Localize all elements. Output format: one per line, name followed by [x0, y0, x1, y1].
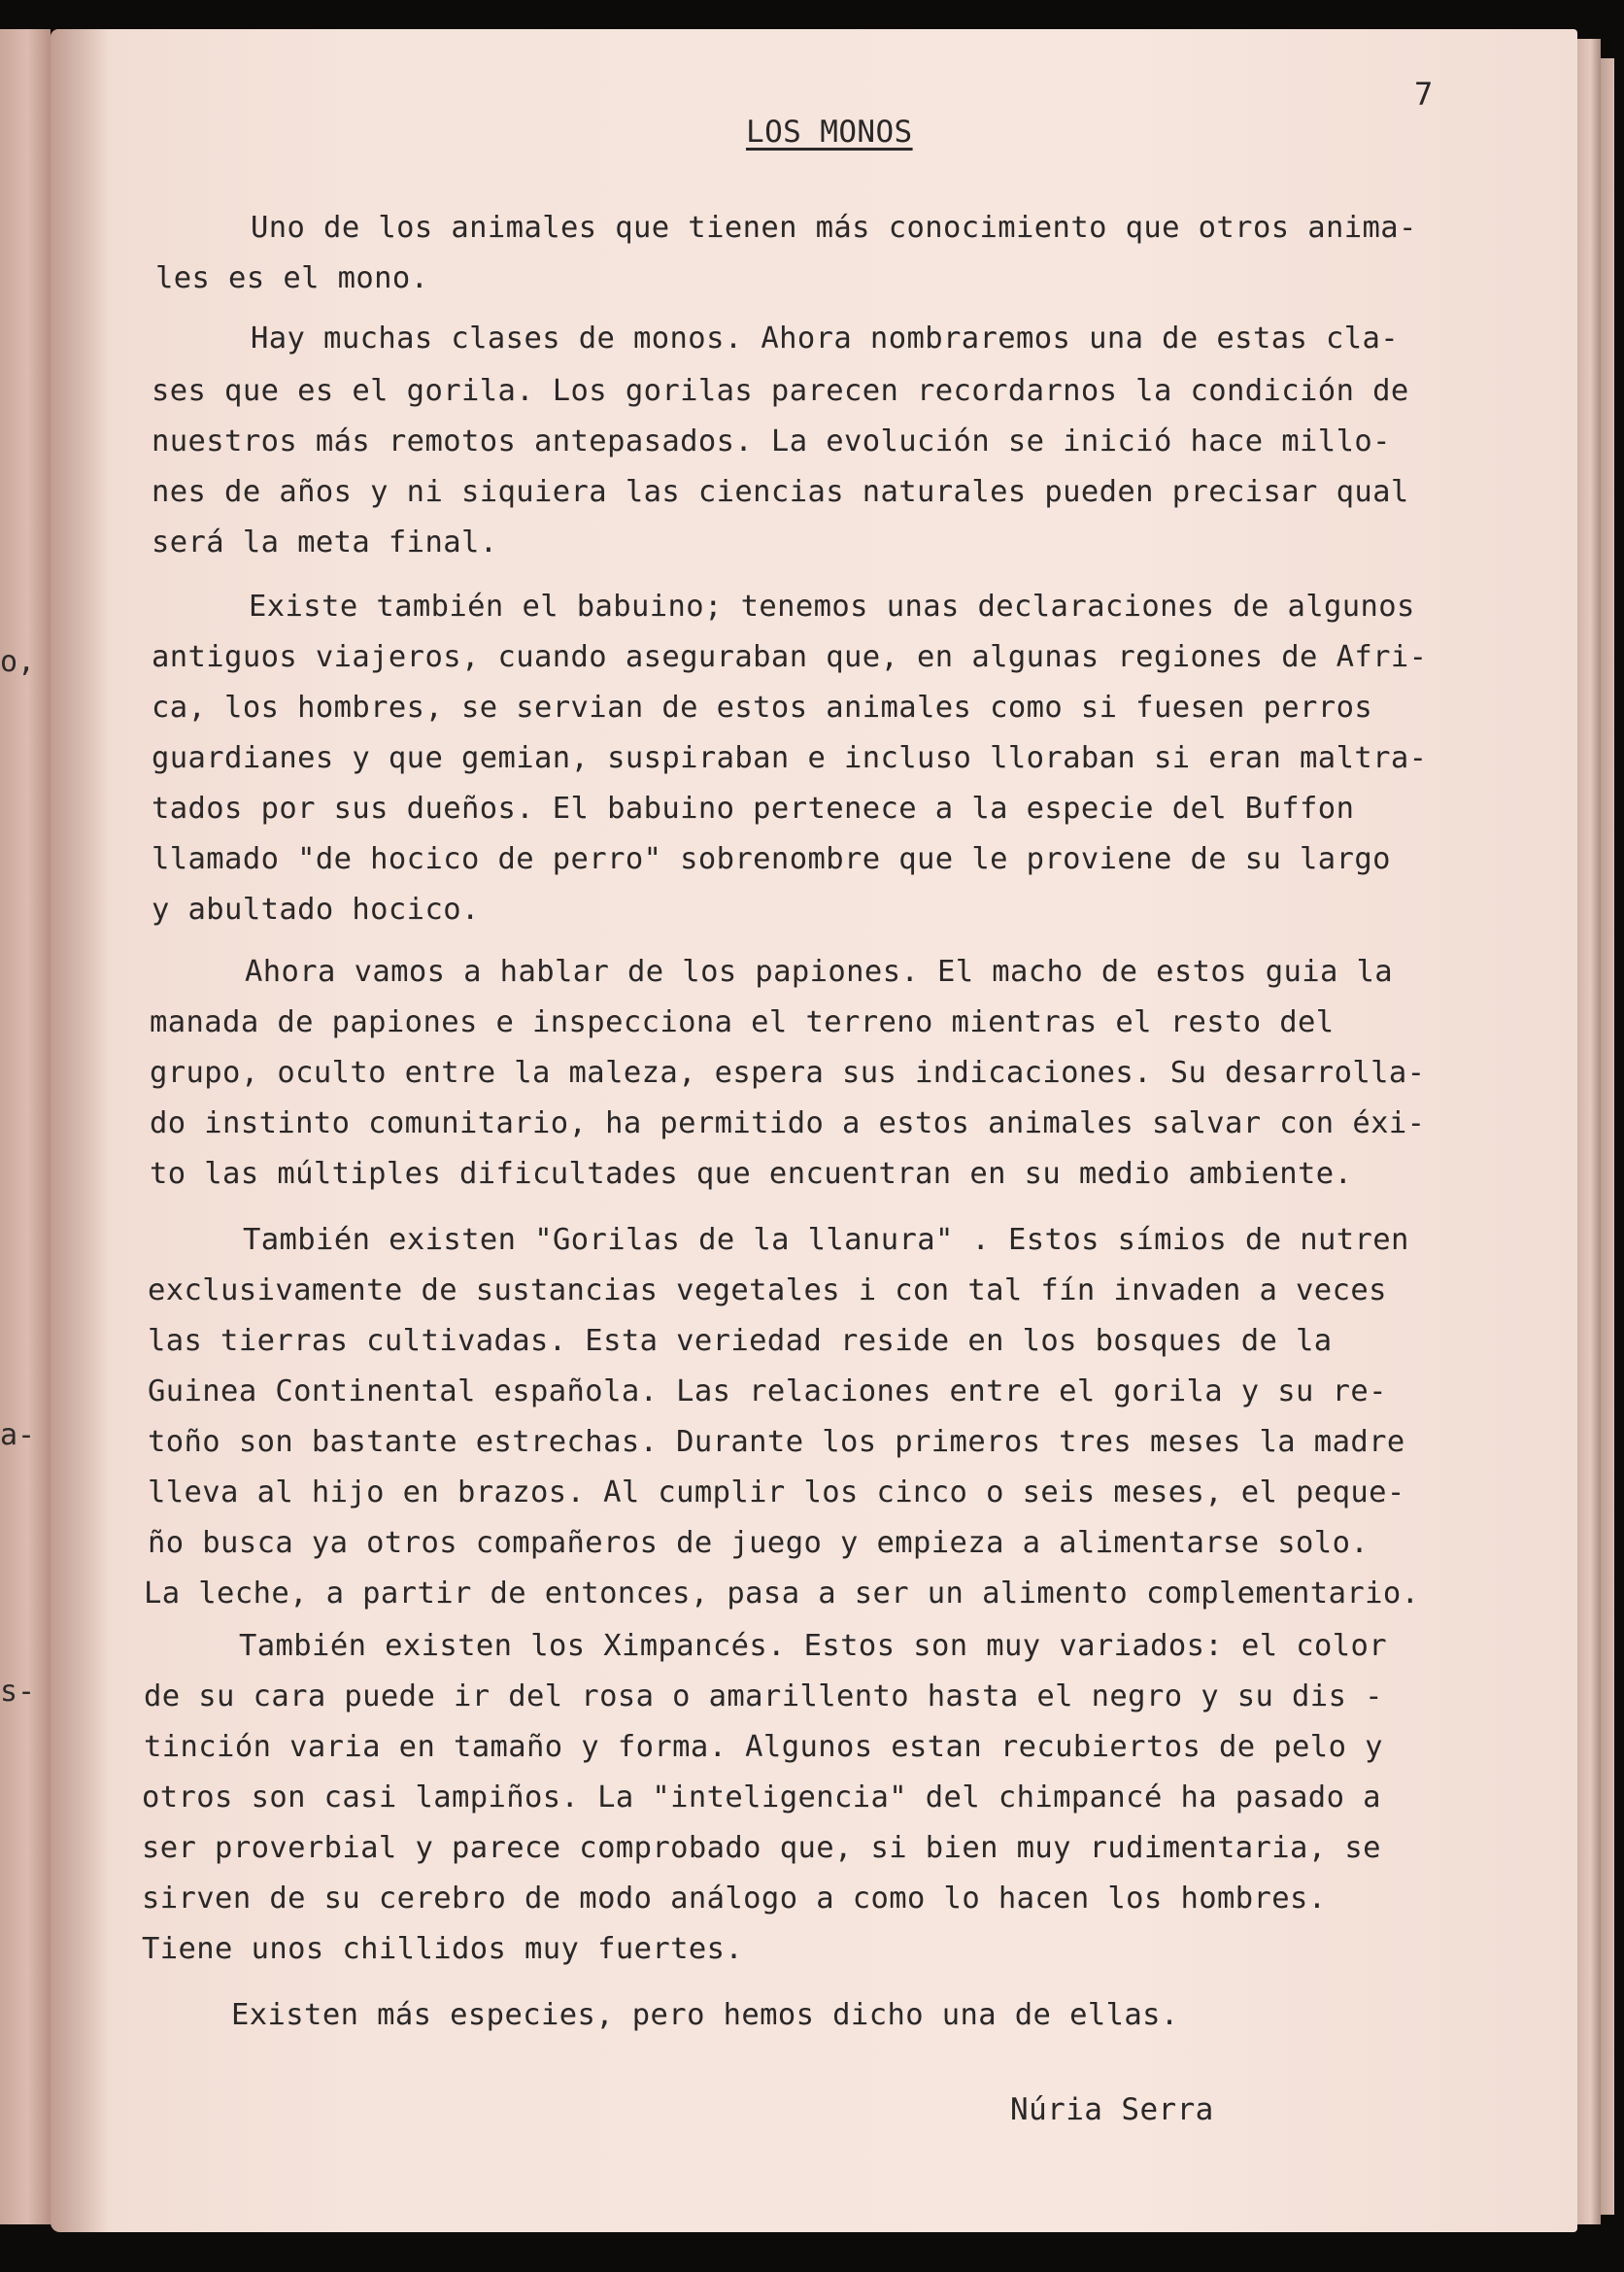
text-line: sirven de su cerebro de modo análogo a como lo hacen los hombres.: [142, 1882, 1327, 1916]
margin-fragment: o,: [0, 645, 36, 679]
previous-page-edge: [0, 29, 51, 2224]
text-line: tinción varia en tamaño y forma. Algunos estan recubiertos de pelo y: [144, 1730, 1383, 1764]
text-line: ca, los hombres, se servian de estos animales como si fuesen perros: [152, 691, 1373, 725]
text-line: Hay muchas clases de monos. Ahora nombraremos una de estas cla-: [251, 322, 1400, 356]
text-line: será la meta final.: [152, 526, 498, 560]
page-title: LOS MONOS: [746, 115, 913, 150]
text-line: antiguos viajeros, cuando aseguraban que, en algunas regiones de Afri-: [152, 640, 1428, 674]
text-line: les es el mono.: [155, 261, 429, 295]
text-line: También existen "Gorilas de la llanura" . Estos símios de nutren: [243, 1223, 1409, 1257]
body-text: [51, 29, 1577, 2232]
text-line: La leche, a partir de entonces, pasa a ser un alimento complementario.: [144, 1577, 1420, 1611]
margin-fragment: a-: [0, 1418, 36, 1452]
text-line: Uno de los animales que tienen más conocimiento que otros anima-: [251, 211, 1417, 245]
text-line: Existen más especies, pero hemos dicho una de ellas.: [231, 1998, 1179, 2032]
text-line: Existe también el babuino; tenemos unas declaraciones de algunos: [249, 590, 1415, 624]
page-edge: [1575, 39, 1601, 2224]
text-line: tados por sus dueños. El babuino pertenece a la especie del Buffon: [152, 792, 1355, 826]
text-line: to las múltiples dificultades que encuentran en su medio ambiente.: [150, 1157, 1353, 1191]
text-line: Tiene unos chillidos muy fuertes.: [142, 1932, 744, 1966]
text-line: llamado "de hocico de perro" sobrenombre que le proviene de su largo: [152, 842, 1391, 876]
text-line: las tierras cultivadas. Esta veriedad reside en los bosques de la: [148, 1324, 1333, 1358]
text-line: nuestros más remotos antepasados. La evolución se inició hace millo-: [152, 424, 1391, 458]
text-line: ses que es el gorila. Los gorilas parecen recordarnos la condición de: [152, 374, 1409, 408]
author-signature: Núria Serra: [1010, 2092, 1214, 2127]
text-line: toño son bastante estrechas. Durante los primeros tres meses la madre: [148, 1425, 1405, 1459]
margin-fragment: s-: [0, 1675, 36, 1709]
text-line: y abultado hocico.: [152, 893, 480, 927]
text-line: exclusivamente de sustancias vegetales i con tal fín invaden a veces: [148, 1273, 1387, 1307]
text-line: guardianes y que gemian, suspiraban e incluso lloraban si eran maltra-: [152, 741, 1428, 775]
document-page: [51, 29, 1577, 2232]
page-edge: [1601, 58, 1614, 2215]
text-line: manada de papiones e inspecciona el terreno mientras el resto del: [150, 1005, 1335, 1039]
text-line: otros son casi lampiños. La "inteligencia" del chimpancé ha pasado a: [142, 1780, 1381, 1814]
text-line: lleva al hijo en brazos. Al cumplir los cinco o seis meses, el peque-: [148, 1475, 1405, 1509]
text-line: ño busca ya otros compañeros de juego y empieza a alimentarse solo.: [148, 1526, 1370, 1560]
text-line: Ahora vamos a hablar de los papiones. El macho de estos guia la: [245, 955, 1394, 989]
text-line: grupo, oculto entre la maleza, espera sus indicaciones. Su desarrolla-: [150, 1056, 1426, 1090]
text-line: do instinto comunitario, ha permitido a estos animales salvar con éxi-: [150, 1106, 1426, 1140]
text-line: ser proverbial y parece comprobado que, si bien muy rudimentaria, se: [142, 1831, 1381, 1865]
page-number: 7: [1414, 76, 1434, 113]
text-line: nes de años y ni siquiera las ciencias naturales pueden precisar qual: [152, 475, 1409, 509]
text-line: de su cara puede ir del rosa o amarillento hasta el negro y su dis -: [144, 1679, 1383, 1713]
text-line: También existen los Ximpancés. Estos son muy variados: el color: [239, 1629, 1388, 1663]
text-line: Guinea Continental española. Las relaciones entre el gorila y su re-: [148, 1374, 1387, 1408]
